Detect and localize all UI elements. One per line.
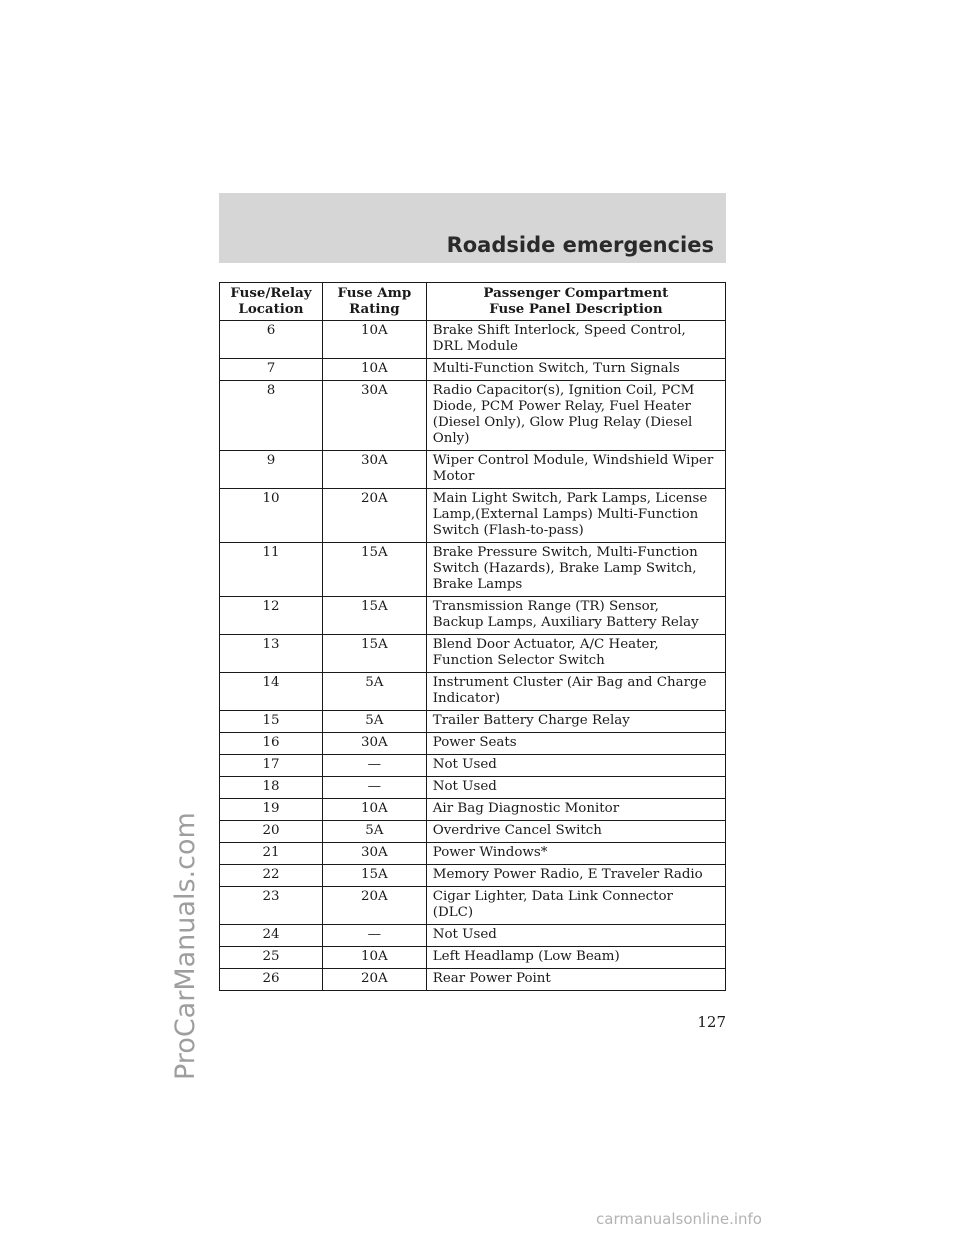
- fuse-description: [426, 755, 725, 777]
- table-row: [220, 543, 726, 597]
- fuse-description: [426, 635, 725, 673]
- fuse-description-line: Instrument Cluster (Air Bag and Charge: [432, 675, 707, 690]
- fuse-location: 10: [220, 489, 323, 543]
- fuse-rating: 20A: [322, 887, 426, 925]
- fuse-rating: 30A: [322, 451, 426, 489]
- table-row: [220, 947, 726, 969]
- fuse-description-line: Wiper Control Module, Windshield Wiper: [432, 453, 714, 468]
- fuse-location: 25: [220, 947, 323, 969]
- fuse-description: [426, 733, 725, 755]
- fuse-description: [426, 711, 725, 733]
- table-row: [220, 799, 726, 821]
- fuse-rating: 15A: [322, 543, 426, 597]
- fuse-location: 15: [220, 711, 323, 733]
- fuse-description-line: Power Windows*: [432, 845, 548, 860]
- fuse-description: [426, 799, 725, 821]
- page-number: 127: [697, 1013, 726, 1031]
- fuse-rating: —: [322, 777, 426, 799]
- fuse-description: [426, 865, 725, 887]
- fuse-description-line: Backup Lamps, Auxiliary Battery Relay: [432, 615, 699, 630]
- fuse-location: 7: [220, 359, 323, 381]
- fuse-location: 13: [220, 635, 323, 673]
- fuse-location: 23: [220, 887, 323, 925]
- fuse-description: [426, 597, 725, 635]
- header-location: [220, 283, 323, 321]
- table-row: [220, 865, 726, 887]
- table-row: [220, 925, 726, 947]
- fuse-description-line: Trailer Battery Charge Relay: [432, 713, 630, 728]
- fuse-description: [426, 887, 725, 925]
- header-description-line: Fuse Panel Description: [489, 301, 663, 317]
- table-row: [220, 597, 726, 635]
- fuse-description-line: Not Used: [432, 927, 497, 942]
- fuse-rating: 20A: [322, 969, 426, 991]
- fuse-description-line: Switch (Flash-to-pass): [432, 523, 584, 538]
- fuse-rating: 10A: [322, 321, 426, 359]
- fuse-location: 9: [220, 451, 323, 489]
- fuse-description-line: DRL Module: [432, 339, 518, 354]
- fuse-location: 19: [220, 799, 323, 821]
- fuse-rating: —: [322, 925, 426, 947]
- fuse-description: [426, 777, 725, 799]
- fuse-location: 17: [220, 755, 323, 777]
- fuse-description: [426, 321, 725, 359]
- fuse-description-line: (Diesel Only), Glow Plug Relay (Diesel: [432, 415, 693, 430]
- header-rating: [322, 283, 426, 321]
- table-row: [220, 711, 726, 733]
- fuse-description-line: Not Used: [432, 757, 497, 772]
- fuse-location: 21: [220, 843, 323, 865]
- fuse-rating: 10A: [322, 947, 426, 969]
- table-row: [220, 843, 726, 865]
- fuse-description: [426, 969, 725, 991]
- fuse-description-line: Blend Door Actuator, A/C Heater,: [432, 637, 659, 652]
- fuse-description: [426, 673, 725, 711]
- fuse-rating: 10A: [322, 799, 426, 821]
- section-title: Roadside emergencies: [446, 233, 714, 257]
- fuse-description-line: Brake Lamps: [432, 577, 523, 592]
- fuse-description-line: Switch (Hazards), Brake Lamp Switch,: [432, 561, 697, 576]
- header-location-line: Location: [238, 301, 304, 317]
- fuse-description: [426, 359, 725, 381]
- section-header-band: [219, 193, 726, 263]
- watermark: ProCarManuals.com: [170, 812, 201, 1080]
- table-row: [220, 359, 726, 381]
- fuse-rating: 20A: [322, 489, 426, 543]
- fuse-location: 26: [220, 969, 323, 991]
- table-row: [220, 821, 726, 843]
- header-location-line: Fuse/Relay: [230, 285, 312, 301]
- fuse-rating: 30A: [322, 843, 426, 865]
- fuse-rating: 30A: [322, 381, 426, 451]
- fuse-description-line: Power Seats: [432, 735, 517, 750]
- fuse-description-line: Memory Power Radio, E Traveler Radio: [432, 867, 703, 882]
- fuse-table-body: [220, 321, 726, 991]
- fuse-rating: 15A: [322, 635, 426, 673]
- table-row: [220, 321, 726, 359]
- fuse-description: [426, 947, 725, 969]
- table-row: [220, 969, 726, 991]
- fuse-description: [426, 543, 725, 597]
- fuse-description-line: Overdrive Cancel Switch: [432, 823, 602, 838]
- table-row: [220, 635, 726, 673]
- fuse-description-line: Indicator): [432, 691, 501, 706]
- fuse-description-line: Multi-Function Switch, Turn Signals: [432, 361, 680, 376]
- fuse-description-line: Cigar Lighter, Data Link Connector: [432, 889, 673, 904]
- fuse-location: 6: [220, 321, 323, 359]
- fuse-location: 16: [220, 733, 323, 755]
- fuse-description-line: Only): [432, 431, 470, 446]
- fuse-description-line: Not Used: [432, 779, 497, 794]
- fuse-rating: 5A: [322, 821, 426, 843]
- fuse-location: 20: [220, 821, 323, 843]
- fuse-description-line: Radio Capacitor(s), Ignition Coil, PCM: [432, 383, 695, 398]
- fuse-description-line: Air Bag Diagnostic Monitor: [432, 801, 620, 816]
- fuse-rating: 15A: [322, 865, 426, 887]
- fuse-description-line: Rear Power Point: [432, 971, 551, 986]
- fuse-location: 11: [220, 543, 323, 597]
- fuse-rating: 30A: [322, 733, 426, 755]
- table-row: [220, 489, 726, 543]
- table-row: [220, 755, 726, 777]
- fuse-description-line: Motor: [432, 469, 475, 484]
- fuse-description-line: Function Selector Switch: [432, 653, 605, 668]
- fuse-rating: 15A: [322, 597, 426, 635]
- header-description: [426, 283, 725, 321]
- fuse-rating: 5A: [322, 711, 426, 733]
- fuse-description: [426, 451, 725, 489]
- table-row: [220, 673, 726, 711]
- header-rating-line: Fuse Amp: [337, 285, 412, 301]
- table-row: [220, 451, 726, 489]
- fuse-location: 14: [220, 673, 323, 711]
- fuse-location: 12: [220, 597, 323, 635]
- fuse-location: 8: [220, 381, 323, 451]
- fuse-description: [426, 381, 725, 451]
- fuse-location: 22: [220, 865, 323, 887]
- fuse-description: [426, 925, 725, 947]
- fuse-location: 18: [220, 777, 323, 799]
- fuse-description-line: Brake Pressure Switch, Multi-Function: [432, 545, 698, 560]
- fuse-description-line: Lamp,(External Lamps) Multi-Function: [432, 507, 699, 522]
- header-rating-line: Rating: [349, 301, 400, 317]
- table-row: [220, 777, 726, 799]
- fuse-location: 24: [220, 925, 323, 947]
- fuse-table: [219, 282, 726, 991]
- header-description-line: Passenger Compartment: [483, 285, 669, 301]
- table-row: [220, 381, 726, 451]
- fuse-description-line: Transmission Range (TR) Sensor,: [432, 599, 659, 614]
- table-row: [220, 733, 726, 755]
- fuse-description-line: Brake Shift Interlock, Speed Control,: [432, 323, 686, 338]
- fuse-rating: 10A: [322, 359, 426, 381]
- fuse-description-line: (DLC): [432, 905, 474, 920]
- fuse-rating: —: [322, 755, 426, 777]
- fuse-description-line: Main Light Switch, Park Lamps, License: [432, 491, 708, 506]
- fuse-description-line: Diode, PCM Power Relay, Fuel Heater: [432, 399, 691, 414]
- fuse-rating: 5A: [322, 673, 426, 711]
- footer-site-watermark: carmanualsonline.info: [596, 1210, 762, 1228]
- fuse-description-line: Left Headlamp (Low Beam): [432, 949, 620, 964]
- table-row: [220, 887, 726, 925]
- fuse-description: [426, 821, 725, 843]
- table-header-row: [220, 283, 726, 321]
- fuse-description: [426, 489, 725, 543]
- fuse-description: [426, 843, 725, 865]
